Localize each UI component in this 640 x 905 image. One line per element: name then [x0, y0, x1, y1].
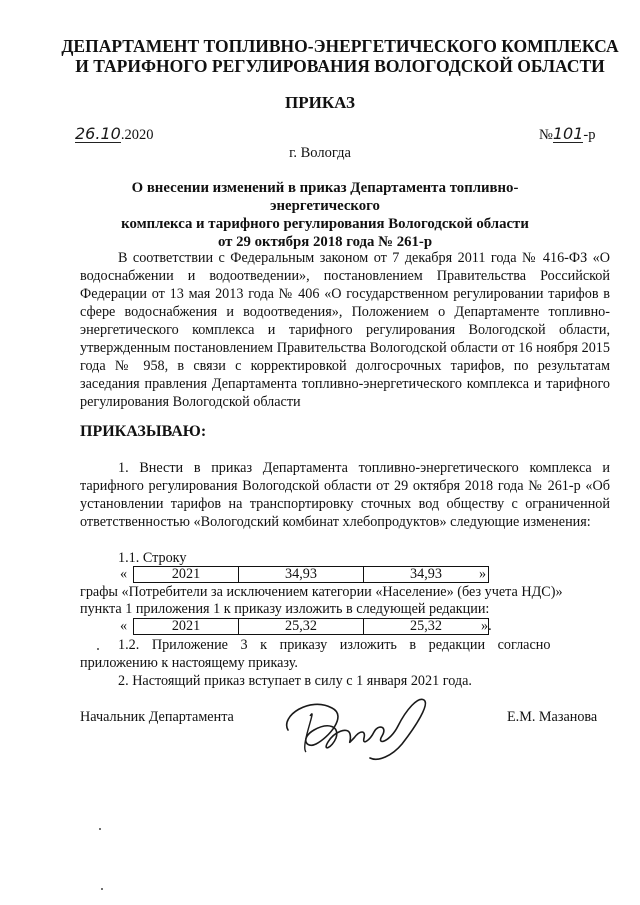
table-row-old	[133, 566, 489, 583]
scan-speck	[97, 648, 99, 650]
signature-label: Начальник Департамента	[80, 709, 234, 725]
subject-line-1: О внесении изменений в приказ Департамента топливно-энергетического	[131, 180, 519, 214]
scan-speck	[101, 888, 103, 890]
item-1-2-line-1: 1.2. Приложение 3 к приказу изложить в редакции согласно	[118, 637, 551, 653]
cell-old-value-1: 34,93	[239, 567, 364, 583]
item-1-1-label: 1.1. Строку	[118, 550, 187, 566]
item-1-paragraph: 1. Внести в приказ Департамента топливно-энергетического комплекса и тарифного регулирования Вологодской области от 29 октября 2018 года № 261-р «Об установлении тарифов на транспортировку сточных вод обществу с ограниченной ответственностью «Вологодский комбинат хлебопродуктов» следующие изменения:	[80, 460, 610, 530]
cell-new-year: 2021	[134, 619, 239, 635]
preamble-paragraph: В соответствии с Федеральным законом от 7 декабря 2011 года № 416-ФЗ «О водоснабжении и водоотведении», постановлением Правительства Российской Федерации от 13 мая 2013 года № 406 «О государственном регулировании тарифов в сфере водоснабжения и водоотведения», Положением о Департаменте топливно-энергетического комплекса и тарифного регулирования Вологодской области, утвержденным постановлением Правительства Вологодской области от 16 ноября 2015 года № 958, в связи с корректировкой долгосрочных тарифов, по результатам заседания правления Департамента топливно-энергетического комплекса и тарифного регулирования Вологодской области	[80, 250, 610, 410]
table-row-new	[133, 618, 489, 635]
order-subject	[80, 179, 570, 251]
scan-speck	[99, 828, 101, 830]
quote-close-new: ».	[481, 618, 492, 634]
handwritten-signature-icon	[270, 686, 440, 766]
middle-text-line-2: пункта 1 приложения 1 к приказу изложить в следующей редакции:	[80, 601, 490, 617]
city: г. Вологда	[289, 145, 351, 161]
cell-new-value-2: 25,32	[364, 619, 489, 635]
order-date	[75, 126, 153, 144]
item-1-2-line-2: приложению к настоящему приказу.	[80, 655, 298, 671]
department-header	[60, 36, 620, 76]
cell-old-value-2: 34,93	[364, 567, 489, 583]
subject-line-2: комплекса и тарифного регулирования Вологодской области	[121, 216, 529, 232]
order-title: ПРИКАЗ	[285, 93, 355, 112]
date-handwritten: 26.10	[75, 124, 121, 143]
item-2-paragraph: 2. Настоящий приказ вступает в силу с 1 января 2021 года.	[118, 673, 472, 689]
number-prefix: №	[539, 127, 553, 143]
signature-name: Е.М. Мазанова	[507, 709, 598, 725]
number-suffix: -р	[583, 127, 596, 143]
header-line-1: ДЕПАРТАМЕНТ ТОПЛИВНО-ЭНЕРГЕТИЧЕСКОГО КОМПЛЕКСА	[61, 36, 619, 56]
middle-text-line-1: графы «Потребители за исключением категории «Население» (без учета НДС)»	[80, 584, 563, 600]
quote-close-old: »	[479, 566, 487, 582]
order-number	[539, 126, 595, 144]
orders-word: ПРИКАЗЫВАЮ:	[80, 423, 207, 440]
number-handwritten: 101	[552, 124, 584, 143]
cell-new-value-1: 25,32	[239, 619, 364, 635]
header-line-2: И ТАРИФНОГО РЕГУЛИРОВАНИЯ ВОЛОГОДСКОЙ ОБЛАСТИ	[75, 56, 605, 76]
cell-old-year: 2021	[134, 567, 239, 583]
quote-open-old: «	[120, 566, 128, 582]
quote-open-new: «	[120, 618, 128, 634]
date-year: .2020	[120, 127, 154, 143]
subject-line-3: от 29 октября 2018 года № 261-р	[217, 234, 433, 250]
